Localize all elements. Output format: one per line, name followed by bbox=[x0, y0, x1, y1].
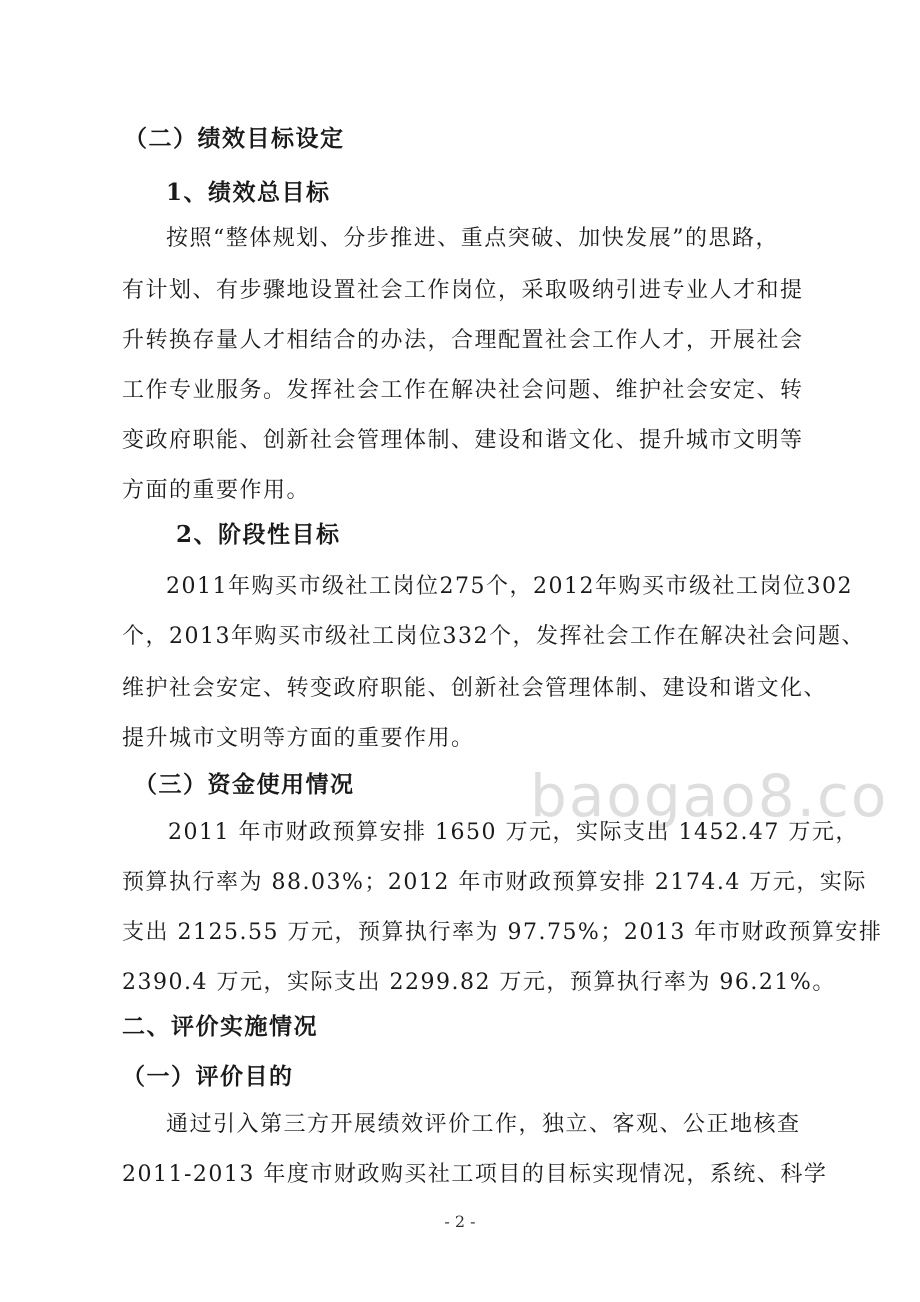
paragraph-line: 预算执行率为 88.03%；2012 年市财政预算安排 2174.4 万元，实际 bbox=[122, 870, 867, 895]
paragraph-line: 2390.4 万元，实际支出 2299.82 万元，预算执行率为 96.21%。 bbox=[122, 970, 836, 995]
paragraph-line: 方面的重要作用。 bbox=[122, 478, 311, 503]
section-heading-evaluation: 二、评价实施情况 bbox=[122, 1013, 318, 1040]
subheading-stage-goal: 2、阶段性目标 bbox=[176, 521, 341, 548]
section-heading-fund-usage: （三）资金使用情况 bbox=[134, 771, 355, 798]
page-number: - 2 - bbox=[444, 1212, 476, 1231]
watermark: baogao8.co bbox=[530, 762, 889, 830]
paragraph-line: 2011 年市财政预算安排 1650 万元，实际支出 1452.47 万元， bbox=[168, 820, 859, 845]
paragraph-line: 提升城市文明等方面的重要作用。 bbox=[122, 726, 475, 751]
subheading-evaluation-purpose: （一）评价目的 bbox=[122, 1063, 294, 1090]
paragraph-line: 个，2013年购买市级社工岗位332个，发挥社会工作在解决社会问题、 bbox=[122, 624, 865, 649]
paragraph-line: 2011年购买市级社工岗位275个，2012年购买市级社工岗位302 bbox=[166, 574, 853, 599]
paragraph-line: 2011-2013 年度市财政购买社工项目的目标实现情况，系统、科学 bbox=[122, 1162, 828, 1187]
paragraph-line: 通过引入第三方开展绩效评价工作，独立、客观、公正地核查 bbox=[166, 1112, 801, 1137]
paragraph-line: 按照“整体规划、分步推进、重点突破、加快发展”的思路， bbox=[166, 226, 779, 251]
paragraph-line: 升转换存量人才相结合的办法，合理配置社会工作人才，开展社会 bbox=[122, 328, 804, 353]
paragraph-line: 有计划、有步骤地设置社会工作岗位，采取吸纳引进专业人才和提 bbox=[122, 278, 804, 303]
paragraph-line: 变政府职能、创新社会管理体制、建设和谐文化、提升城市文明等 bbox=[122, 428, 804, 453]
paragraph-line: 工作专业服务。发挥社会工作在解决社会问题、维护社会安定、转 bbox=[122, 378, 804, 403]
section-heading-performance-goals: （二）绩效目标设定 bbox=[124, 125, 345, 152]
subheading-overall-goal: 1、绩效总目标 bbox=[166, 179, 331, 206]
paragraph-line: 维护社会安定、转变政府职能、创新社会管理体制、建设和谐文化、 bbox=[122, 676, 828, 701]
paragraph-line: 支出 2125.55 万元，预算执行率为 97.75%；2013 年市财政预算安排 bbox=[122, 920, 883, 945]
